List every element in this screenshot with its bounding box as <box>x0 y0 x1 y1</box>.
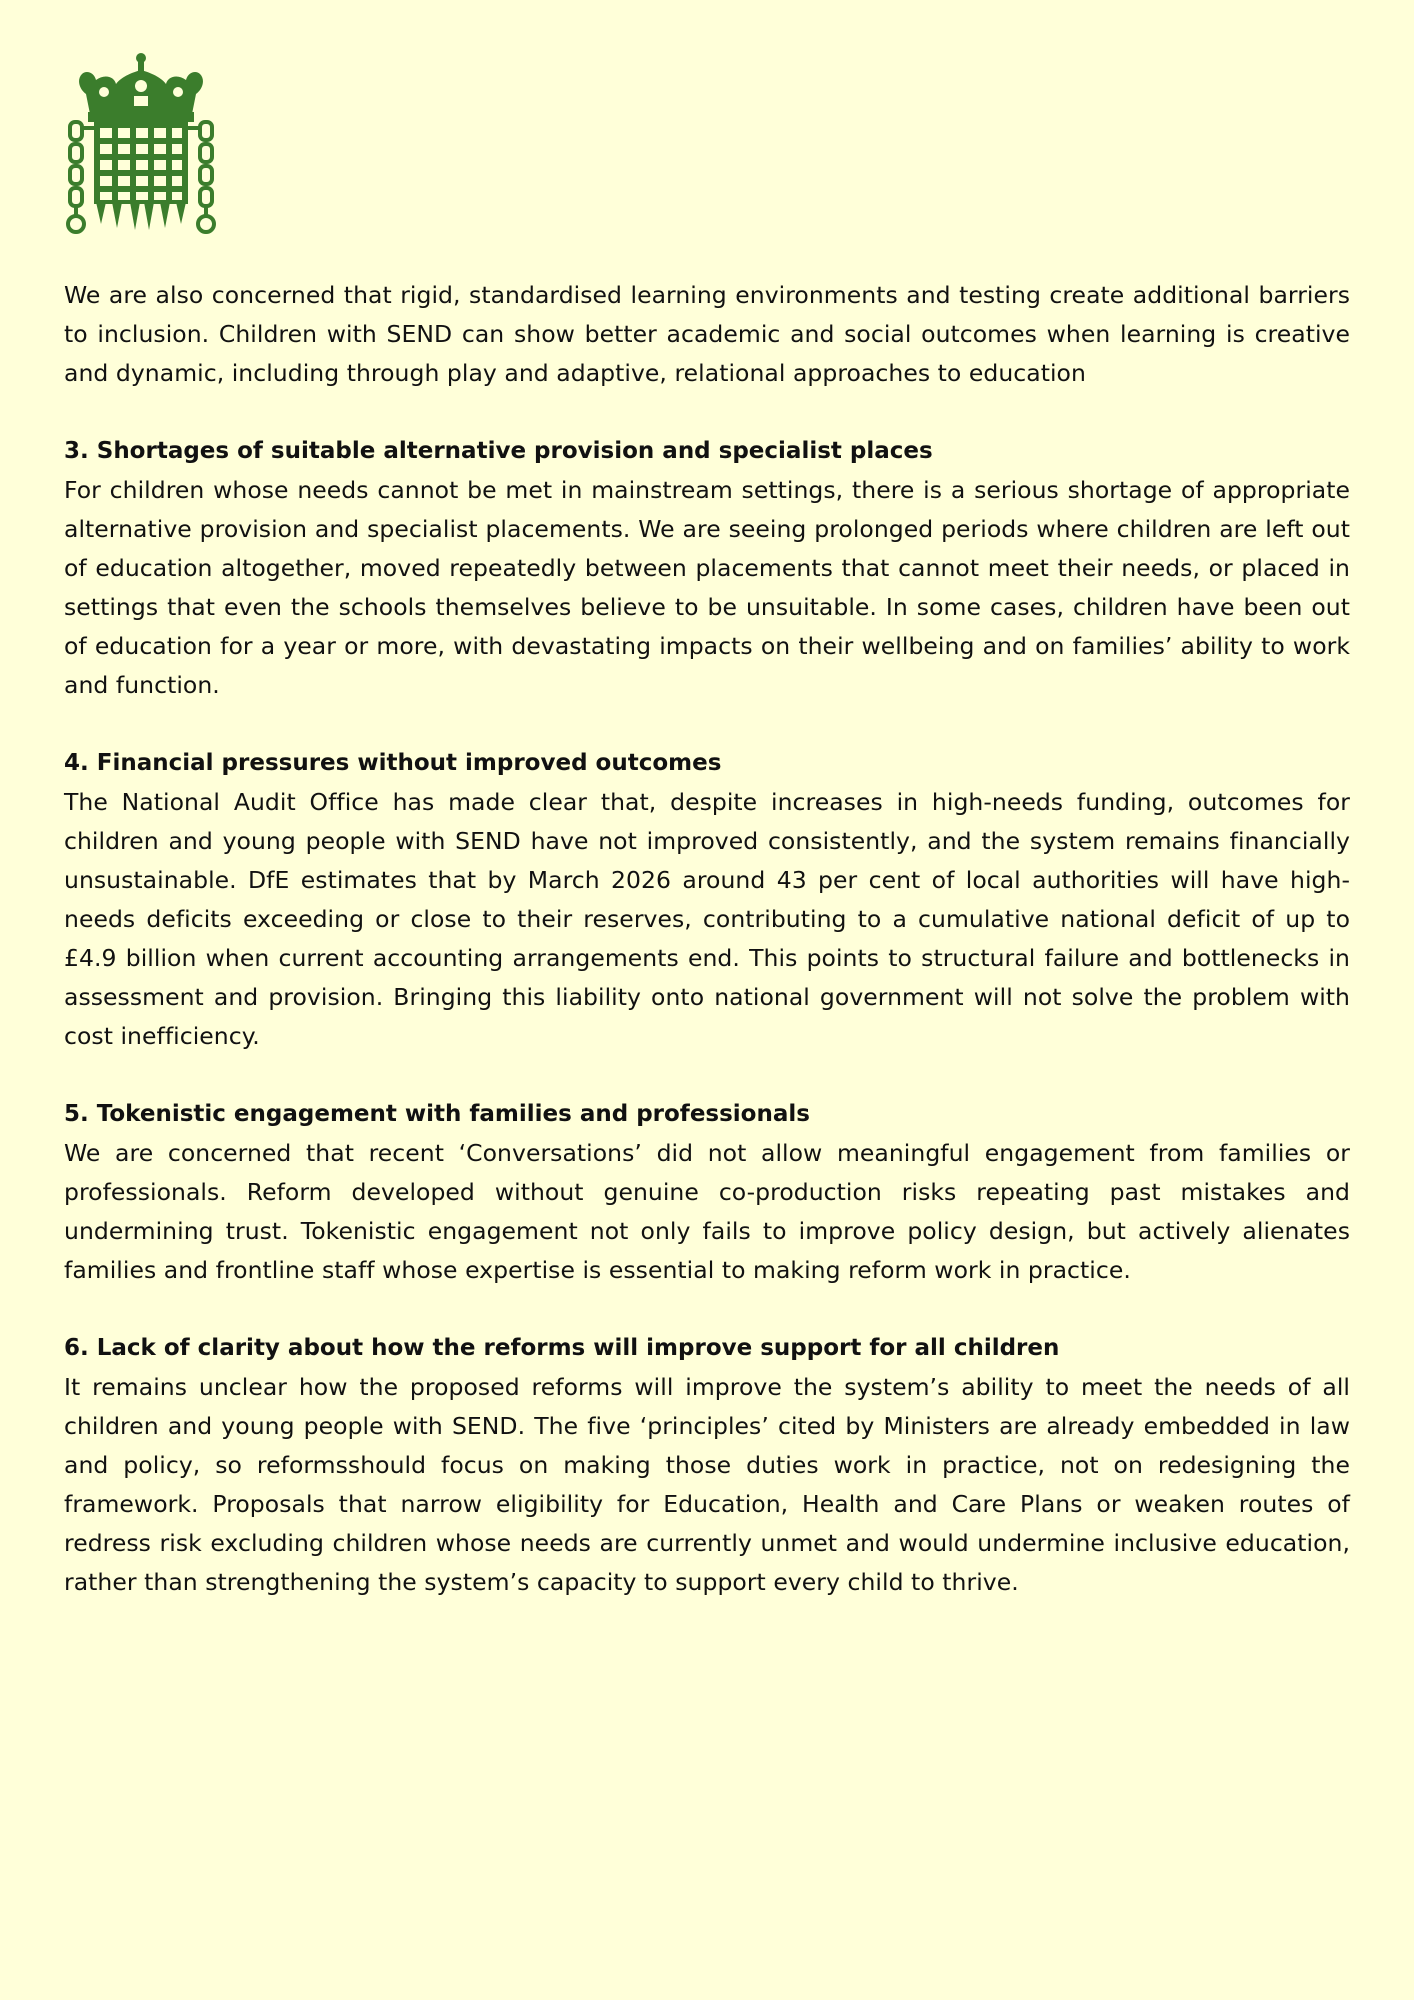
section-3 <box>64 432 1350 705</box>
section-body: We are concerned that recent ‘Conversations’ did not allow meaningful engagement from families or professionals. Reform developed without genuine co-production risks repeating past mistakes and undermining trust. Tokenistic engagement not only fails to improve policy design, but actively alienates families and frontline staff whose expertise is essential to making reform work in practice. <box>64 1139 1350 1284</box>
section-heading: 3. Shortages of suitable alternative provision and specialist places <box>64 438 933 464</box>
section-heading: 6. Lack of clarity about how the reforms will improve support for all children <box>64 1335 1060 1361</box>
intro-paragraph: We are also concerned that rigid, standardised learning environments and testing create additional barriers to inclusion. Children with SEND can show better academic and social outcomes when learning is creative and dynamic, including through play and adaptive, relational approaches to education <box>64 281 1350 387</box>
portcullis-icon <box>64 52 218 238</box>
section-heading: 4. Financial pressures without improved outcomes <box>64 750 722 776</box>
section-body: For children whose needs cannot be met in mainstream settings, there is a serious shortage of appropriate alternative provision and specialist placements. We are seeing prolonged periods where children are left out of education altogether, moved repeatedly between placements that cannot meet their needs, or placed in settings that even the schools themselves believe to be unsuitable. In some cases, children have been out of education for a year or more, with devastating impacts on their wellbeing and on families’ ability to work and function. <box>64 476 1350 699</box>
section-heading: 5. Tokenistic engagement with families and professionals <box>64 1101 810 1127</box>
section-5 <box>64 1095 1350 1290</box>
section-body: It remains unclear how the proposed reforms will improve the system’s ability to meet the needs of all children and young people with SEND. The five ‘principles’ cited by Ministers are already embedded in law and policy, so reformsshould focus on making those duties work in practice, not on redesigning the framework. Proposals that narrow eligibility for Education, Health and Care Plans or weaken routes of redress risk excluding children whose needs are currently unmet and would undermine inclusive education, rather than strengthening the system’s capacity to support every child to thrive. <box>64 1373 1350 1596</box>
document-body <box>64 276 1350 1641</box>
section-6 <box>64 1329 1350 1602</box>
section-body: The National Audit Office has made clear that, despite increases in high-needs funding, outcomes for children and young people with SEND have not improved consistently, and the system remains financially unsustainable. DfE estimates that by March 2026 around 43 per cent of local authorities will have high-needs deficits exceeding or close to their reserves, contributing to a cumulative national deficit of up to £4.9 billion when current accounting arrangements end. This points to structural failure and bottlenecks in assessment and provision. Bringing this liability onto national government will not solve the problem with cost inefficiency. <box>64 788 1350 1050</box>
section-4 <box>64 744 1350 1056</box>
